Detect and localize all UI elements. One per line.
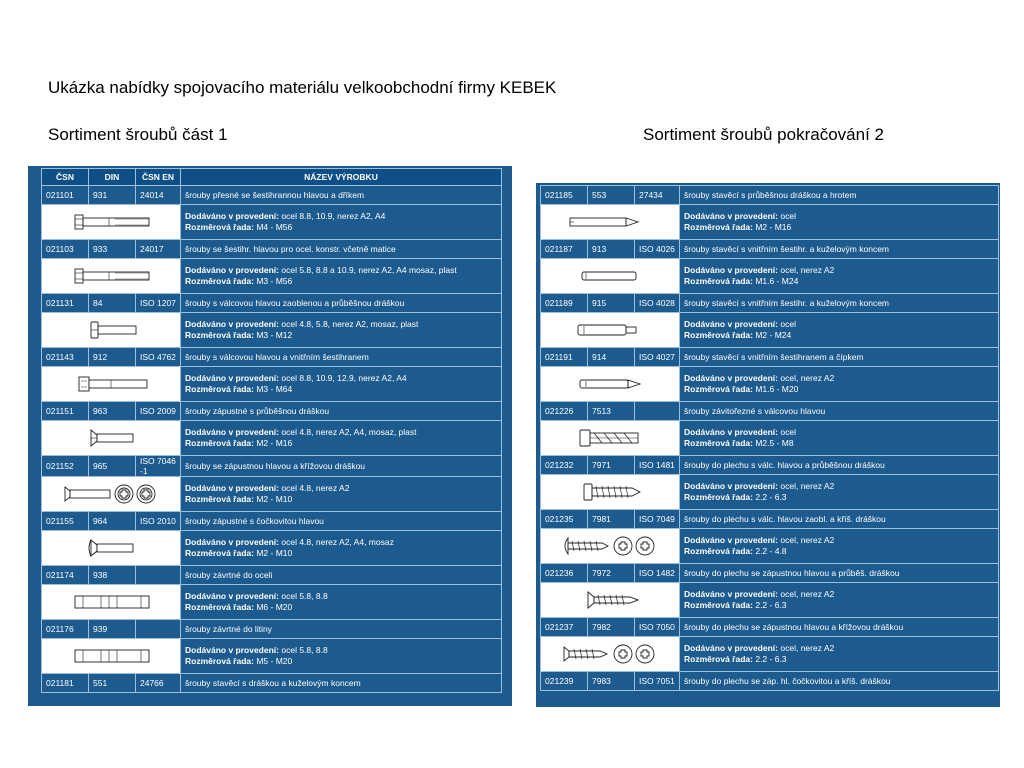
product-detail — [181, 259, 502, 294]
rada-label: Rozměrová řada: — [684, 222, 753, 232]
product-image — [42, 585, 181, 620]
product-row — [42, 240, 502, 259]
product-name-cell: šrouby závrtné do litiny — [181, 620, 502, 639]
csn-cell: 021143 — [42, 348, 89, 367]
rada-label: Rozměrová řada: — [684, 276, 753, 286]
csn-en-cell: ISO 4026 — [635, 240, 680, 259]
product-image — [541, 313, 680, 348]
provedeni-label: Dodáváno v provedení: — [684, 373, 778, 383]
product-image — [42, 205, 181, 240]
provedeni-label: Dodáváno v provedení: — [684, 319, 778, 329]
product-name-cell: šrouby zápustné s čočkovitou hlavou — [181, 512, 502, 531]
product-detail-row — [541, 259, 999, 294]
provedeni-value: ocel, nerez A2 — [780, 643, 835, 653]
product-detail — [181, 585, 502, 620]
table-header-row — [42, 169, 502, 186]
product-name-cell: šrouby do plechu s válc. hlavou a průběšnou dráškou — [680, 456, 999, 475]
product-name-cell: šrouby do plechu se zápustnou hlavou a průběš. dráškou — [680, 564, 999, 583]
provedeni-value: ocel 4.8, nerez A2, A4, mosaz — [281, 537, 394, 547]
countersunk-cross-tapping-screw-icon — [560, 642, 660, 666]
csn-en-cell: ISO 1481 — [635, 456, 680, 475]
rada-label: Rozměrová řada: — [185, 438, 254, 448]
catalog-panel-part1 — [28, 166, 512, 706]
din-cell: 913 — [588, 240, 635, 259]
csn-en-cell: ISO 2010 — [136, 512, 181, 531]
product-detail — [680, 475, 999, 510]
din-cell: 964 — [89, 512, 136, 531]
provedeni-value: ocel, nerez A2 — [780, 265, 835, 275]
product-name-cell: šrouby se zápustnou hlavou a křížovou dráškou — [181, 456, 502, 477]
countersunk-screw-icon — [61, 426, 161, 450]
csn-cell: 021191 — [541, 348, 588, 367]
product-row — [42, 348, 502, 367]
din-cell: 939 — [89, 620, 136, 639]
product-name-cell: šrouby stavěcí s dráškou a kuželovým koncem — [181, 674, 502, 693]
product-image — [541, 367, 680, 402]
product-detail-row — [541, 313, 999, 348]
stud-bolt-icon — [61, 590, 161, 614]
thread-cutting-screw-icon — [560, 426, 660, 450]
provedeni-label: Dodáváno v provedení: — [185, 427, 279, 437]
rada-value: M6 - M20 — [256, 602, 293, 612]
rada-value: 2.2 - 4.8 — [755, 546, 787, 556]
cheese-head-screw-icon — [61, 318, 161, 342]
provedeni-label: Dodáváno v provedení: — [185, 265, 279, 275]
provedeni-value: ocel 4.8, 5.8, nerez A2, mosaz, plast — [281, 319, 419, 329]
product-name-cell: šrouby do plechu se zápustnou hlavou a křížovou dráškou — [680, 618, 999, 637]
csn-cell: 021236 — [541, 564, 588, 583]
catalog-panel-part2 — [536, 183, 1000, 707]
raised-countersunk-screw-icon — [61, 536, 161, 560]
provedeni-value: ocel 4.8, nerez A2 — [281, 483, 350, 493]
product-row — [42, 566, 502, 585]
rada-value: 2.2 - 6.3 — [755, 600, 787, 610]
product-row — [541, 564, 999, 583]
set-screw-dog-icon — [560, 318, 660, 342]
product-image — [42, 531, 181, 566]
product-name-cell: šrouby do plechu se záp. hl. čočkovitou a kříš. dráškou — [680, 672, 999, 691]
rada-value: M2 - M16 — [755, 222, 792, 232]
provedeni-value: ocel — [780, 211, 796, 221]
provedeni-label: Dodáváno v provedení: — [684, 265, 778, 275]
provedeni-value: ocel 5.8, 8.8 — [281, 645, 328, 655]
product-name-cell: šrouby stavěcí s vnitřním šestihr. a kuželovým koncem — [680, 294, 999, 313]
product-detail-row — [541, 205, 999, 240]
provedeni-label: Dodáváno v provedení: — [684, 211, 778, 221]
csn-en-cell — [136, 566, 181, 585]
provedeni-value: ocel 5.8, 8.8 — [281, 591, 328, 601]
provedeni-label: Dodáváno v provedení: — [185, 211, 279, 221]
csn-en-cell: ISO 7049 — [635, 510, 680, 529]
provedeni-value: ocel, nerez A2 — [780, 481, 835, 491]
csn-cell: 021235 — [541, 510, 588, 529]
socket-head-screw-icon — [61, 372, 161, 396]
din-cell: 963 — [89, 402, 136, 421]
product-detail — [680, 259, 999, 294]
provedeni-label: Dodáváno v provedení: — [185, 591, 279, 601]
product-row — [42, 512, 502, 531]
product-detail-row — [541, 475, 999, 510]
set-screw-point-icon — [560, 210, 660, 234]
product-detail-row — [42, 421, 502, 456]
product-name-cell: šrouby s válcovou hlavou zaoblenou a průběšnou dráškou — [181, 294, 502, 313]
provedeni-label: Dodáváno v provedení: — [185, 319, 279, 329]
product-detail — [181, 421, 502, 456]
rada-label: Rozměrová řada: — [185, 548, 254, 558]
csn-cell: 021103 — [42, 240, 89, 259]
header-product-name: NÁZEV VÝROBKU — [181, 169, 502, 186]
csn-en-cell: ISO 4028 — [635, 294, 680, 313]
provedeni-label: Dodáváno v provedení: — [684, 481, 778, 491]
din-cell: 915 — [588, 294, 635, 313]
product-detail-row — [42, 639, 502, 674]
csn-en-cell: 24766 — [136, 674, 181, 693]
din-cell: 84 — [89, 294, 136, 313]
provedeni-label: Dodáváno v provedení: — [185, 645, 279, 655]
countersunk-tapping-screw-icon — [560, 588, 660, 612]
csn-en-cell: ISO 1482 — [635, 564, 680, 583]
din-cell: 938 — [89, 566, 136, 585]
product-row — [541, 186, 999, 205]
countersunk-cross-screw-icon — [61, 482, 161, 506]
csn-cell: 021189 — [541, 294, 588, 313]
rada-label: Rozměrová řada: — [185, 384, 254, 394]
product-image — [541, 205, 680, 240]
product-detail-row — [541, 583, 999, 618]
product-name-cell: šrouby stavěcí s průběšnou dráškou a hrotem — [680, 186, 999, 205]
din-cell: 933 — [89, 240, 136, 259]
csn-cell: 021187 — [541, 240, 588, 259]
csn-en-cell: 24014 — [136, 186, 181, 205]
product-detail — [680, 583, 999, 618]
product-detail — [181, 531, 502, 566]
rada-value: M2.5 - M8 — [755, 438, 794, 448]
din-cell: 7982 — [588, 618, 635, 637]
product-image — [541, 475, 680, 510]
csn-en-cell: ISO 7046 -1 — [136, 456, 181, 477]
screw-table-part2 — [540, 185, 999, 691]
rada-label: Rozměrová řada: — [185, 602, 254, 612]
product-row — [541, 672, 999, 691]
rada-label: Rozměrová řada: — [684, 492, 753, 502]
csn-cell: 021185 — [541, 186, 588, 205]
csn-en-cell: ISO 2009 — [136, 402, 181, 421]
din-cell: 7513 — [588, 402, 635, 421]
product-name-cell: šrouby přesné se šestihrannou hlavou a dříkem — [181, 186, 502, 205]
rada-value: M3 - M56 — [256, 276, 293, 286]
csn-en-cell: ISO 7050 — [635, 618, 680, 637]
din-cell: 553 — [588, 186, 635, 205]
din-cell: 965 — [89, 456, 136, 477]
provedeni-label: Dodáváno v provedení: — [185, 483, 279, 493]
product-row — [541, 510, 999, 529]
provedeni-value: ocel 4.8, nerez A2, A4, mosaz, plast — [281, 427, 417, 437]
rada-label: Rozměrová řada: — [684, 438, 753, 448]
csn-cell: 021152 — [42, 456, 89, 477]
provedeni-label: Dodáváno v provedení: — [684, 427, 778, 437]
product-detail — [680, 313, 999, 348]
product-detail — [680, 421, 999, 456]
csn-cell: 021239 — [541, 672, 588, 691]
header-din: DIN — [89, 169, 136, 186]
product-detail-row — [42, 585, 502, 620]
product-row — [42, 620, 502, 639]
product-detail-row — [541, 367, 999, 402]
rada-value: M2 - M16 — [256, 438, 293, 448]
product-image — [541, 637, 680, 672]
provedeni-value: ocel — [780, 427, 796, 437]
product-detail-row — [541, 421, 999, 456]
product-detail — [181, 367, 502, 402]
provedeni-label: Dodáváno v provedení: — [684, 589, 778, 599]
sheet-metal-screw-icon — [560, 480, 660, 504]
rada-value: M1.6 - M20 — [755, 384, 799, 394]
provedeni-label: Dodáváno v provedení: — [185, 373, 279, 383]
csn-cell: 021151 — [42, 402, 89, 421]
csn-en-cell — [635, 402, 680, 421]
product-image — [541, 583, 680, 618]
product-row — [541, 348, 999, 367]
din-cell: 912 — [89, 348, 136, 367]
product-row — [541, 294, 999, 313]
product-image — [42, 477, 181, 512]
product-image — [42, 639, 181, 674]
provedeni-value: ocel — [780, 319, 796, 329]
product-detail — [181, 477, 502, 512]
csn-en-cell — [136, 620, 181, 639]
product-image — [42, 421, 181, 456]
csn-cell: 021155 — [42, 512, 89, 531]
rada-value: M3 - M64 — [256, 384, 293, 394]
csn-en-cell: 24017 — [136, 240, 181, 259]
din-cell: 7981 — [588, 510, 635, 529]
din-cell: 931 — [89, 186, 136, 205]
rada-label: Rozměrová řada: — [684, 546, 753, 556]
din-cell: 914 — [588, 348, 635, 367]
csn-cell: 021101 — [42, 186, 89, 205]
product-detail-row — [541, 637, 999, 672]
product-detail — [680, 367, 999, 402]
csn-en-cell: ISO 7051 — [635, 672, 680, 691]
product-detail-row — [42, 477, 502, 512]
rada-value: M3 - M12 — [256, 330, 293, 340]
provedeni-value: ocel, nerez A2 — [780, 373, 835, 383]
product-name-cell: šrouby závrtné do oceli — [181, 566, 502, 585]
csn-cell: 021232 — [541, 456, 588, 475]
right-subtitle: Sortiment šroubů pokračování 2 — [643, 125, 884, 144]
csn-en-cell: ISO 4762 — [136, 348, 181, 367]
hex-bolt-icon — [61, 210, 161, 234]
provedeni-value: ocel 5.8, 8.8 a 10.9, nerez A2, A4 mosaz, plast — [281, 265, 457, 275]
csn-cell: 021181 — [42, 674, 89, 693]
product-detail-row — [42, 367, 502, 402]
set-screw-cone-icon — [560, 372, 660, 396]
left-subtitle: Sortiment šroubů část 1 — [48, 125, 228, 144]
product-row — [42, 186, 502, 205]
product-image — [42, 367, 181, 402]
header-csn-en: ČSN EN — [136, 169, 181, 186]
rada-label: Rozměrová řada: — [185, 494, 254, 504]
product-detail-row — [541, 529, 999, 564]
product-name-cell: šrouby závitořezné s válcovou hlavou — [680, 402, 999, 421]
product-row — [42, 674, 502, 693]
stud-bolt-icon — [61, 644, 161, 668]
csn-en-cell: ISO 1207 — [136, 294, 181, 313]
csn-en-cell: ISO 4027 — [635, 348, 680, 367]
rada-value: 2.2 - 6.3 — [755, 654, 787, 664]
product-row — [42, 402, 502, 421]
product-row — [541, 240, 999, 259]
csn-cell: 021174 — [42, 566, 89, 585]
provedeni-value: ocel, nerez A2 — [780, 535, 835, 545]
rada-value: M5 - M20 — [256, 656, 293, 666]
rada-label: Rozměrová řada: — [185, 656, 254, 666]
rada-value: M2 - M10 — [256, 548, 293, 558]
hex-bolt-icon — [61, 264, 161, 288]
din-cell: 551 — [89, 674, 136, 693]
product-row — [541, 456, 999, 475]
rada-value: 2.2 - 6.3 — [755, 492, 787, 502]
csn-en-cell: 27434 — [635, 186, 680, 205]
product-detail-row — [42, 259, 502, 294]
csn-cell: 021226 — [541, 402, 588, 421]
provedeni-label: Dodáváno v provedení: — [684, 535, 778, 545]
product-detail — [181, 205, 502, 240]
din-cell: 7983 — [588, 672, 635, 691]
set-screw-flat-icon — [560, 264, 660, 288]
rada-value: M2 - M24 — [755, 330, 792, 340]
header-csn: ČSN — [42, 169, 89, 186]
product-image — [42, 259, 181, 294]
csn-cell: 021176 — [42, 620, 89, 639]
product-name-cell: šrouby do plechu s válc. hlavou zaobl. a kříš. dráškou — [680, 510, 999, 529]
rada-label: Rozměrová řada: — [185, 330, 254, 340]
product-name-cell: šrouby zápustné s průběšnou dráškou — [181, 402, 502, 421]
product-detail — [680, 205, 999, 240]
product-row — [541, 618, 999, 637]
provedeni-label: Dodáváno v provedení: — [185, 537, 279, 547]
product-detail — [680, 529, 999, 564]
csn-cell: 021237 — [541, 618, 588, 637]
pan-head-tapping-screw-icon — [560, 534, 660, 558]
product-detail — [181, 639, 502, 674]
product-row — [42, 456, 502, 477]
provedeni-value: ocel 8.8, 10.9, nerez A2, A4 — [281, 211, 386, 221]
provedeni-label: Dodáváno v provedení: — [684, 643, 778, 653]
product-name-cell: šrouby stavěcí s vnitřním šestihranem a čípkem — [680, 348, 999, 367]
product-detail-row — [42, 205, 502, 240]
rada-label: Rozměrová řada: — [684, 600, 753, 610]
product-detail — [680, 637, 999, 672]
product-detail — [181, 313, 502, 348]
rada-label: Rozměrová řada: — [684, 330, 753, 340]
screw-table-part1 — [41, 168, 502, 693]
csn-cell: 021131 — [42, 294, 89, 313]
page-heading: Ukázka nabídky spojovacího materiálu velkoobchodní firmy KEBEK — [48, 78, 557, 97]
din-cell: 7972 — [588, 564, 635, 583]
product-detail-row — [42, 313, 502, 348]
din-cell: 7971 — [588, 456, 635, 475]
product-row — [42, 294, 502, 313]
rada-label: Rozměrová řada: — [185, 222, 254, 232]
rada-label: Rozměrová řada: — [185, 276, 254, 286]
rada-value: M2 - M10 — [256, 494, 293, 504]
rada-value: M4 - M56 — [256, 222, 293, 232]
provedeni-value: ocel 8.8, 10.9, 12.9, nerez A2, A4 — [281, 373, 407, 383]
product-image — [42, 313, 181, 348]
product-name-cell: šrouby se šestihr. hlavou pro ocel. konstr. včetně matice — [181, 240, 502, 259]
rada-value: M1.6 - M24 — [755, 276, 799, 286]
product-image — [541, 529, 680, 564]
provedeni-value: ocel, nerez A2 — [780, 589, 835, 599]
product-image — [541, 421, 680, 456]
product-name-cell: šrouby s válcovou hlavou a vnitřním šestihranem — [181, 348, 502, 367]
product-detail-row — [42, 531, 502, 566]
rada-label: Rozměrová řada: — [684, 654, 753, 664]
product-name-cell: šrouby stavěcí s vnitřním šestihr. a kuželovým koncem — [680, 240, 999, 259]
rada-label: Rozměrová řada: — [684, 384, 753, 394]
product-row — [541, 402, 999, 421]
product-image — [541, 259, 680, 294]
